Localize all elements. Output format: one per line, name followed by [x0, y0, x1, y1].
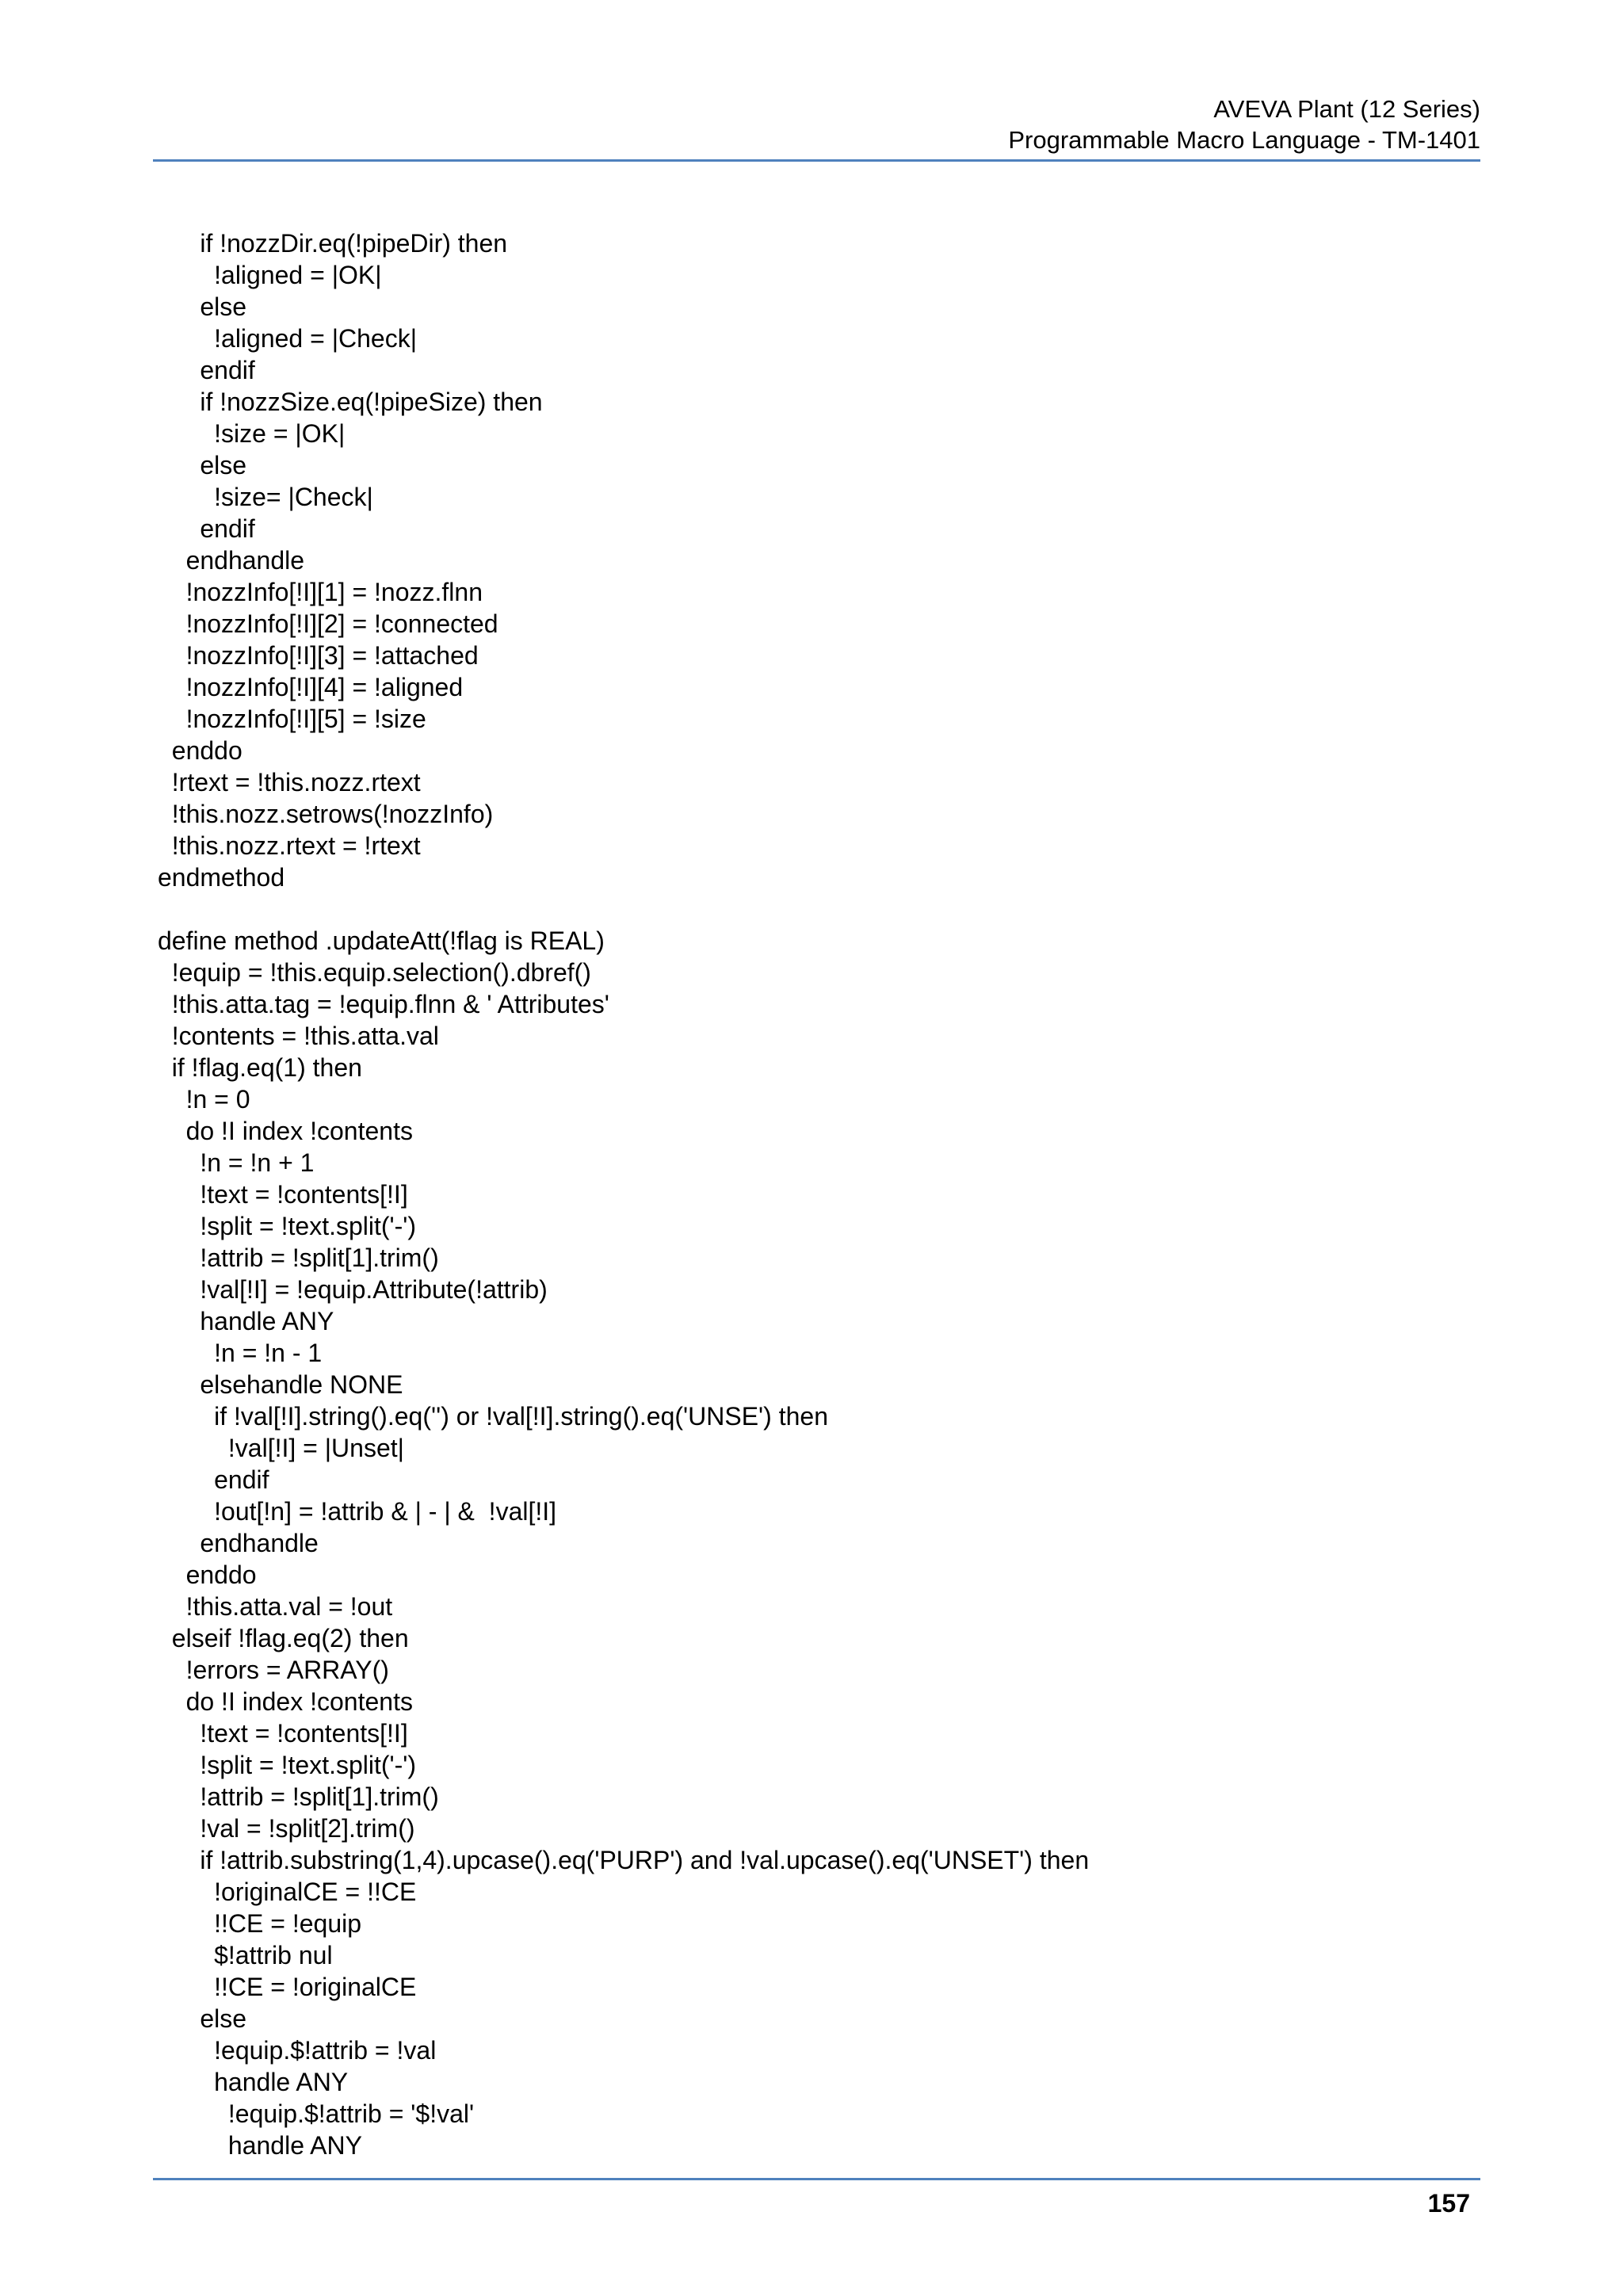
code-line: !equip = !this.equip.selection().dbref() — [158, 958, 591, 987]
code-line: !text = !contents[!I] — [158, 1180, 408, 1209]
code-line: !aligned = |OK| — [158, 261, 382, 289]
code-line: !nozzInfo[!I][3] = !attached — [158, 641, 479, 670]
code-line: if !nozzSize.eq(!pipeSize) then — [158, 388, 543, 416]
code-line: !equip.$!attrib = '$!val' — [158, 2099, 475, 2128]
code-line: !text = !contents[!I] — [158, 1719, 408, 1748]
code-line: enddo — [158, 736, 242, 765]
code-line: if !flag.eq(1) then — [158, 1053, 362, 1082]
code-line: !contents = !this.atta.val — [158, 1022, 439, 1050]
code-line: !!CE = !equip — [158, 1909, 362, 1938]
code-line: !aligned = |Check| — [158, 324, 418, 353]
code-line: $!attrib nul — [158, 1941, 333, 1969]
code-line: !size = |OK| — [158, 419, 346, 448]
code-line: !val[!I] = !equip.Attribute(!attrib) — [158, 1275, 548, 1304]
code-line: do !I index !contents — [158, 1687, 413, 1716]
code-line: !rtext = !this.nozz.rtext — [158, 768, 421, 797]
code-line: else — [158, 451, 247, 479]
code-line: !nozzInfo[!I][1] = !nozz.flnn — [158, 578, 483, 606]
code-line: endmethod — [158, 863, 285, 892]
code-line: !originalCE = !!CE — [158, 1878, 417, 1906]
code-line: !n = 0 — [158, 1085, 250, 1114]
code-line: !attrib = !split[1].trim() — [158, 1782, 439, 1811]
page-number: 157 — [1427, 2189, 1470, 2218]
code-line: endif — [158, 514, 255, 543]
code-line: !this.nozz.setrows(!nozzInfo) — [158, 800, 494, 828]
code-line: !equip.$!attrib = !val — [158, 2036, 437, 2065]
code-line: !split = !text.split('-') — [158, 1751, 417, 1779]
code-line: elsehandle NONE — [158, 1370, 403, 1399]
code-line: elseif !flag.eq(2) then — [158, 1624, 409, 1652]
code-line: !this.nozz.rtext = !rtext — [158, 831, 421, 860]
code-line: endhandle — [158, 1529, 319, 1557]
code-line: do !I index !contents — [158, 1117, 413, 1145]
code-line: !split = !text.split('-') — [158, 1212, 417, 1240]
header-course: Programmable Macro Language - TM-1401 — [1008, 126, 1480, 154]
code-line: define method .updateAtt(!flag is REAL) — [158, 926, 605, 955]
code-line: handle ANY — [158, 1307, 334, 1335]
header-rule — [153, 159, 1480, 162]
code-line: !this.atta.tag = !equip.flnn & ' Attributes' — [158, 990, 609, 1018]
code-line: !!CE = !originalCE — [158, 1973, 417, 2001]
code-line: !n = !n + 1 — [158, 1148, 315, 1177]
code-line: !size= |Check| — [158, 483, 373, 511]
code-line: handle ANY — [158, 2131, 362, 2160]
code-line: enddo — [158, 1561, 257, 1589]
code-line: else — [158, 292, 247, 321]
code-line: else — [158, 2004, 247, 2033]
code-line: !n = !n - 1 — [158, 1339, 323, 1367]
code-line: endif — [158, 1465, 269, 1494]
code-line: !nozzInfo[!I][4] = !aligned — [158, 673, 464, 701]
code-line: endif — [158, 356, 255, 384]
code-line: endhandle — [158, 546, 305, 575]
code-line: !errors = ARRAY() — [158, 1656, 389, 1684]
header-product: AVEVA Plant (12 Series) — [1213, 95, 1480, 123]
page-header — [1008, 94, 1480, 155]
code-line: !attrib = !split[1].trim() — [158, 1244, 439, 1272]
footer-rule — [153, 2178, 1480, 2180]
code-line: !out[!n] = !attrib & | - | & !val[!I] — [158, 1497, 557, 1526]
code-line: !nozzInfo[!I][2] = !connected — [158, 609, 498, 638]
code-line: !val = !split[2].trim() — [158, 1814, 415, 1843]
code-line: if !val[!I].string().eq('') or !val[!I].string().eq('UNSE') then — [158, 1402, 828, 1431]
code-line: !nozzInfo[!I][5] = !size — [158, 705, 426, 733]
code-line: handle ANY — [158, 2068, 349, 2096]
code-line: if !nozzDir.eq(!pipeDir) then — [158, 229, 508, 258]
code-line: if !attrib.substring(1,4).upcase().eq('PURP') and !val.upcase().eq('UNSET') then — [158, 1846, 1090, 1874]
code-line: !this.atta.val = !out — [158, 1592, 393, 1621]
code-line: !val[!I] = |Unset| — [158, 1434, 404, 1462]
code-listing — [158, 227, 1089, 2161]
code-line — [158, 893, 1089, 925]
